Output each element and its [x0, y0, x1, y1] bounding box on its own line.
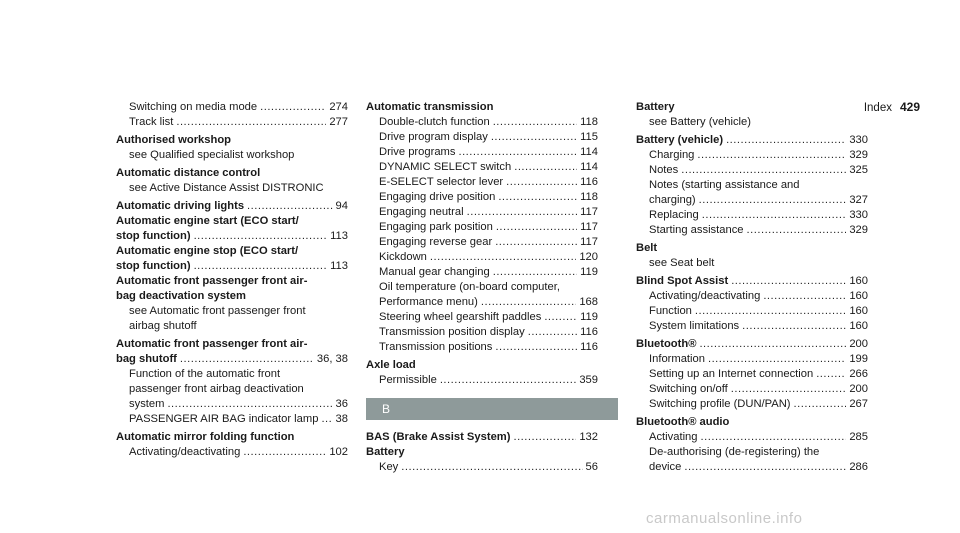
- page-reference[interactable]: 38: [335, 413, 348, 425]
- index-heading: [366, 100, 598, 115]
- index-subentry[interactable]: [366, 325, 598, 340]
- index-heading[interactable]: [116, 259, 348, 274]
- index-subentry[interactable]: [366, 145, 598, 160]
- index-subentry: [116, 382, 348, 397]
- index-subentry: [636, 115, 868, 130]
- index-subentry: [116, 148, 348, 163]
- entry-text: Engaging reverse gear: [379, 236, 493, 248]
- index-heading: [116, 430, 348, 445]
- entry-text: Blind Spot Assist: [636, 275, 729, 287]
- leader-dots: [440, 373, 577, 388]
- page-reference[interactable]: 114: [580, 146, 598, 158]
- entry-text: Switching profile (DUN/PAN): [649, 398, 791, 410]
- entry-text: Engaging drive position: [379, 191, 496, 203]
- index-subentry[interactable]: [366, 373, 598, 388]
- index-subentry: [116, 181, 348, 196]
- index-subentry[interactable]: [366, 130, 598, 145]
- index-subentry[interactable]: [116, 412, 348, 427]
- page-reference[interactable]: 199: [849, 353, 868, 365]
- leader-dots: [702, 208, 847, 223]
- index-subentry[interactable]: [636, 460, 868, 475]
- entry-text: Bluetooth® audio: [636, 416, 730, 428]
- entry-text: Activating: [649, 431, 698, 443]
- page-reference[interactable]: 116: [580, 326, 598, 338]
- page-reference[interactable]: 117: [580, 221, 598, 233]
- entry-text: De-authorising (de-registering) the: [649, 446, 820, 458]
- index-subentry[interactable]: [366, 205, 598, 220]
- entry-text: Drive programs: [379, 146, 456, 158]
- entry-text: Activating/deactivating: [649, 290, 761, 302]
- entry-text: DYNAMIC SELECT switch: [379, 161, 512, 173]
- entry-text: Engaging neutral: [379, 206, 464, 218]
- index-subentry[interactable]: [636, 208, 868, 223]
- entry-text: see Battery (vehicle): [649, 116, 751, 128]
- entry-text: E-SELECT selector lever: [379, 176, 504, 188]
- index-subentry: [116, 319, 348, 334]
- index-heading: [116, 289, 348, 304]
- page-reference[interactable]: 285: [849, 431, 868, 443]
- page-reference[interactable]: 119: [580, 266, 598, 278]
- entry-text: System limitations: [649, 320, 740, 332]
- index-subentry[interactable]: [366, 265, 598, 280]
- leader-dots: [167, 397, 332, 412]
- page-reference[interactable]: 117: [580, 236, 598, 248]
- leader-dots: [697, 148, 846, 163]
- entry-text: Bluetooth®: [636, 338, 697, 350]
- leader-dots: [176, 115, 326, 130]
- leader-dots: [495, 340, 577, 355]
- entry-text: passenger front airbag deactivation: [129, 383, 304, 395]
- index-subentry: [636, 256, 868, 271]
- index-subentry[interactable]: [636, 304, 868, 319]
- leader-dots: [247, 199, 333, 214]
- index-heading: [116, 244, 348, 259]
- entry-text: Replacing: [649, 209, 699, 221]
- entry-text: Axle load: [366, 359, 416, 371]
- index-subentry[interactable]: [636, 193, 868, 208]
- page-reference[interactable]: 200: [849, 383, 868, 395]
- page-reference[interactable]: 115: [580, 131, 598, 143]
- index-heading: [116, 166, 348, 181]
- index-heading[interactable]: [636, 133, 868, 148]
- index-subentry[interactable]: [366, 115, 598, 130]
- page-reference[interactable]: 113: [330, 230, 348, 242]
- header-section-label: Index: [863, 102, 892, 114]
- page-reference[interactable]: 329: [849, 149, 868, 161]
- entry-text: Notes: [649, 164, 679, 176]
- index-subentry: [636, 178, 868, 193]
- entry-text: Belt: [636, 242, 658, 254]
- leader-dots: [493, 115, 577, 130]
- page-reference[interactable]: 36, 38: [316, 353, 348, 365]
- page-reference[interactable]: 168: [579, 296, 598, 308]
- leader-dots: [491, 130, 577, 145]
- page-reference[interactable]: 119: [580, 311, 598, 323]
- leader-dots: [458, 145, 577, 160]
- page-reference[interactable]: 160: [849, 320, 868, 332]
- entry-text: Automatic transmission: [366, 101, 494, 113]
- index-heading[interactable]: [116, 199, 348, 214]
- leader-dots: [731, 274, 846, 289]
- index-subentry[interactable]: [366, 295, 598, 310]
- leader-dots: [493, 265, 577, 280]
- entry-text: Setting up an Internet connection: [649, 368, 814, 380]
- index-subentry[interactable]: [116, 397, 348, 412]
- index-subentry[interactable]: [636, 148, 868, 163]
- page-reference[interactable]: 359: [579, 374, 598, 386]
- entry-text: Authorised workshop: [116, 134, 231, 146]
- entry-text: bag shutoff: [116, 353, 177, 365]
- index-subentry[interactable]: [636, 223, 868, 238]
- page-reference[interactable]: 277: [329, 116, 348, 128]
- leader-dots: [699, 337, 846, 352]
- index-heading: [366, 358, 598, 373]
- index-heading[interactable]: [636, 274, 868, 289]
- entry-text: Double-clutch function: [379, 116, 490, 128]
- index-subentry: [636, 445, 868, 460]
- index-subentry: [116, 367, 348, 382]
- leader-dots: [495, 235, 577, 250]
- index-heading: [116, 133, 348, 148]
- index-column-2: [366, 100, 598, 475]
- index-subentry[interactable]: [636, 430, 868, 445]
- index-subentry: [116, 304, 348, 319]
- leader-dots: [695, 304, 846, 319]
- page-reference[interactable]: 94: [335, 200, 348, 212]
- entry-text: Activating/deactivating: [129, 446, 241, 458]
- page-reference[interactable]: 330: [849, 134, 868, 146]
- leader-dots: [699, 193, 847, 208]
- entry-text: Charging: [649, 149, 695, 161]
- index-subentry[interactable]: [636, 397, 868, 412]
- entry-text: charging): [649, 194, 696, 206]
- entry-text: Battery (vehicle): [636, 134, 724, 146]
- entry-text: Automatic front passenger front air-: [116, 275, 308, 287]
- entry-text: Kickdown: [379, 251, 427, 263]
- page-reference[interactable]: 330: [849, 209, 868, 221]
- page-reference[interactable]: 118: [580, 191, 598, 203]
- page-reference[interactable]: 325: [849, 164, 868, 176]
- leader-dots: [496, 220, 577, 235]
- entry-text: airbag shutoff: [129, 320, 197, 332]
- index-subentry[interactable]: [636, 163, 868, 178]
- page-reference[interactable]: 267: [849, 398, 868, 410]
- entry-text: stop function): [116, 230, 191, 242]
- entry-text: PASSENGER AIR BAG indicator lamp: [129, 413, 319, 425]
- index-subentry[interactable]: [366, 220, 598, 235]
- entry-text: Information: [649, 353, 705, 365]
- entry-text: Key: [379, 461, 399, 473]
- leader-dots: [430, 250, 576, 265]
- entry-text: Automatic driving lights: [116, 200, 245, 212]
- index-subentry[interactable]: [366, 175, 598, 190]
- entry-text: Manual gear changing: [379, 266, 490, 278]
- leader-dots: [467, 205, 578, 220]
- index-column-3: [636, 100, 868, 475]
- entry-text: Battery: [636, 101, 675, 113]
- entry-text: see Automatic front passenger front: [129, 305, 306, 317]
- leader-dots: [506, 175, 577, 190]
- leader-dots: [747, 223, 847, 238]
- page-number: 429: [899, 100, 920, 114]
- leader-dots: [401, 460, 582, 475]
- entry-text: Automatic front passenger front air-: [116, 338, 308, 350]
- page-reference[interactable]: 132: [579, 431, 598, 443]
- index-heading[interactable]: [636, 337, 868, 352]
- entry-text: Drive program display: [379, 131, 488, 143]
- index-list-a: [366, 100, 598, 388]
- index-subentry[interactable]: [366, 460, 598, 475]
- leader-dots: [763, 289, 846, 304]
- index-subentry[interactable]: [116, 100, 348, 115]
- index-heading[interactable]: [366, 430, 598, 445]
- watermark-logo: carmanualsonline.info: [646, 510, 803, 527]
- index-subentry[interactable]: [366, 160, 598, 175]
- entry-text: see Seat belt: [649, 257, 715, 269]
- page-reference[interactable]: 56: [585, 461, 598, 473]
- page-reference[interactable]: 120: [579, 251, 598, 263]
- entry-text: Engaging park position: [379, 221, 493, 233]
- entry-text: Steering wheel gearshift paddles: [379, 311, 542, 323]
- page-reference[interactable]: 160: [849, 305, 868, 317]
- leader-dots: [243, 445, 326, 460]
- leader-dots: [684, 460, 846, 475]
- leader-dots: [731, 382, 847, 397]
- page-reference[interactable]: 116: [580, 341, 598, 353]
- page-reference[interactable]: 102: [329, 446, 348, 458]
- index-subentry[interactable]: [366, 310, 598, 325]
- leader-dots: [742, 319, 846, 334]
- entry-text: see Qualified specialist workshop: [129, 149, 295, 161]
- entry-text: Performance menu): [379, 296, 478, 308]
- entry-text: Automatic engine stop (ECO start/: [116, 245, 299, 257]
- page-reference[interactable]: 200: [849, 338, 868, 350]
- page-reference[interactable]: 160: [849, 275, 868, 287]
- leader-dots: [528, 325, 577, 340]
- leader-dots: [481, 295, 576, 310]
- page-reference[interactable]: 329: [849, 224, 868, 236]
- page-header: [864, 100, 920, 114]
- leader-dots: [794, 397, 847, 412]
- entry-text: bag deactivation system: [116, 290, 246, 302]
- index-heading: [116, 274, 348, 289]
- page-reference[interactable]: 266: [849, 368, 868, 380]
- leader-dots: [708, 352, 846, 367]
- index-subentry[interactable]: [366, 190, 598, 205]
- leader-dots: [514, 160, 577, 175]
- index-subentry[interactable]: [636, 319, 868, 334]
- index-heading: [116, 214, 348, 229]
- entry-text: Function: [649, 305, 692, 317]
- index-subentry[interactable]: [116, 115, 348, 130]
- index-subentry[interactable]: [636, 289, 868, 304]
- page-reference[interactable]: 117: [580, 206, 598, 218]
- entry-text: Function of the automatic front: [129, 368, 281, 380]
- page-reference[interactable]: 118: [580, 116, 598, 128]
- entry-text: Notes (starting assistance and: [649, 179, 800, 191]
- leader-dots: [701, 430, 847, 445]
- index-list-b: [366, 430, 598, 475]
- entry-text: Permissible: [379, 374, 437, 386]
- entry-text: Automatic distance control: [116, 167, 261, 179]
- index-subentry[interactable]: [366, 250, 598, 265]
- page-reference[interactable]: 114: [580, 161, 598, 173]
- entry-text: Oil temperature (on-board computer,: [379, 281, 560, 293]
- page-reference[interactable]: 113: [330, 260, 348, 272]
- leader-dots: [726, 133, 846, 148]
- entry-text: Transmission position display: [379, 326, 525, 338]
- page-reference[interactable]: 36: [335, 398, 348, 410]
- entry-text: device: [649, 461, 682, 473]
- leader-dots: [321, 412, 332, 427]
- page-reference[interactable]: 286: [849, 461, 868, 473]
- leader-dots: [260, 100, 326, 115]
- entry-text: system: [129, 398, 165, 410]
- index-heading[interactable]: [116, 352, 348, 367]
- index-subentry[interactable]: [366, 340, 598, 355]
- entry-text: Automatic engine start (ECO start/: [116, 215, 299, 227]
- leader-dots: [681, 163, 846, 178]
- page-reference[interactable]: 274: [329, 101, 348, 113]
- index-subentry[interactable]: [636, 382, 868, 397]
- index-heading: [636, 100, 868, 115]
- leader-dots: [180, 352, 314, 367]
- index-heading: [366, 445, 598, 460]
- entry-text: Battery: [366, 446, 405, 458]
- index-subentry[interactable]: [366, 235, 598, 250]
- index-subentry[interactable]: [116, 445, 348, 460]
- entry-text: BAS (Brake Assist System): [366, 431, 511, 443]
- entry-text: see Active Distance Assist DISTRONIC: [129, 182, 324, 194]
- index-heading: [636, 415, 868, 430]
- leader-dots: [194, 229, 328, 244]
- index-subentry: [366, 280, 598, 295]
- leader-dots: [544, 310, 577, 325]
- index-heading: [636, 241, 868, 256]
- page-reference[interactable]: 327: [849, 194, 868, 206]
- leader-dots: [194, 259, 328, 274]
- page-reference[interactable]: 160: [849, 290, 868, 302]
- page-reference[interactable]: 116: [580, 176, 598, 188]
- entry-text: Switching on/off: [649, 383, 728, 395]
- entry-text: stop function): [116, 260, 191, 272]
- entry-text: Starting assistance: [649, 224, 744, 236]
- index-subentry[interactable]: [636, 367, 868, 382]
- index-column-1: [116, 100, 348, 460]
- index-heading: [116, 337, 348, 352]
- entry-text: Switching on media mode: [129, 101, 258, 113]
- entry-text: Track list: [129, 116, 174, 128]
- index-subentry[interactable]: [636, 352, 868, 367]
- leader-dots: [513, 430, 576, 445]
- leader-dots: [816, 367, 846, 382]
- entry-text: Transmission positions: [379, 341, 493, 353]
- index-heading[interactable]: [116, 229, 348, 244]
- section-header-b: B: [366, 398, 618, 420]
- entry-text: Automatic mirror folding function: [116, 431, 295, 443]
- leader-dots: [498, 190, 577, 205]
